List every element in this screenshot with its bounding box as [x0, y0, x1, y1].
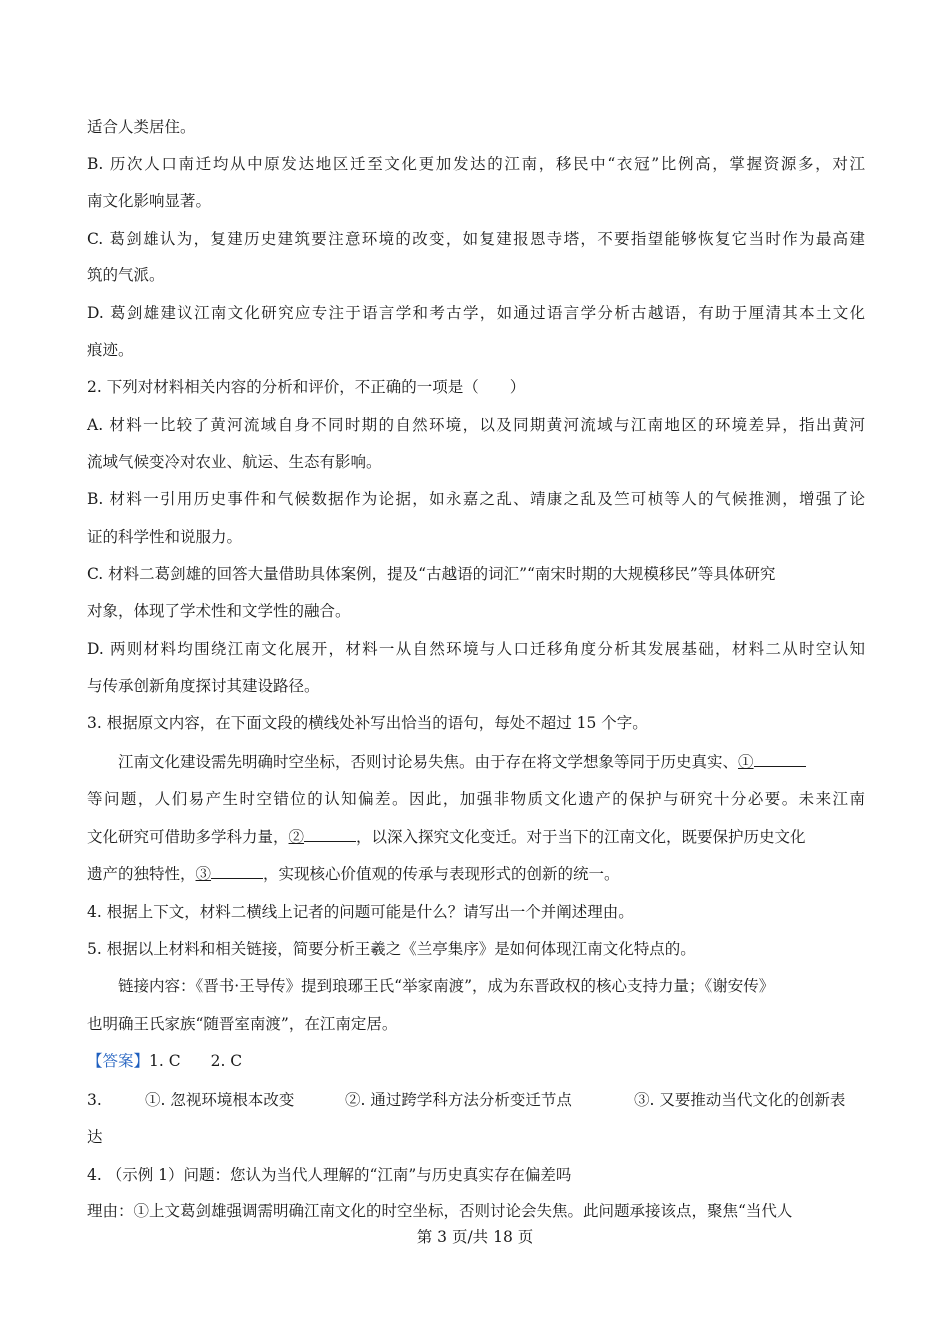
- text-line: 与传承创新角度探讨其建设路径。: [87, 677, 320, 695]
- answer-3-3: ③. 又要推动当代文化的创新表: [634, 1091, 846, 1109]
- option-c: C. 葛剑雄认为，复建历史建筑要注意环境的改变，如复建报恩寺塔，不要指望能够恢复它当时作为最高建: [87, 230, 865, 248]
- answer-tag: 【答案】: [87, 1052, 150, 1070]
- answer-line: [87, 1050, 242, 1072]
- text-line: 痕迹。: [87, 341, 134, 359]
- answer-3-tail: 达: [87, 1128, 103, 1146]
- blank-marker: ②: [288, 828, 305, 846]
- link-content: 也明确王氏家族“随晋室南渡”，在江南定居。: [87, 1015, 398, 1033]
- option-b: B. 材料一引用历史事件和气候数据作为论据，如永嘉之乱、靖康之乱及竺可桢等人的气候推测，增强了论: [87, 490, 865, 508]
- answer-3-num: 3.: [87, 1091, 102, 1109]
- option-b: B. 历次人口南迁均从中原发达地区迁至文化更加发达的江南，移民中“衣冠”比例高，掌握资源多，对江: [87, 155, 865, 173]
- page-footer: 第 3 页/共 18 页: [416, 1228, 534, 1246]
- option-a: A. 材料一比较了黄河流域自身不同时期的自然环境，以及同期黄河流域与江南地区的环境差异，指出黄河: [87, 416, 865, 434]
- fill-paragraph-line: [87, 863, 620, 885]
- question-2: 2. 下列对材料相关内容的分析和评价，不正确的一项是（ ）: [87, 378, 526, 396]
- fill-paragraph-line: [87, 826, 806, 848]
- text-line: 筑的气派。: [87, 266, 165, 284]
- paragraph-text: ，实现核心价值观的传承与表现形式的创新的统一。: [263, 865, 620, 883]
- answer-4: 4. （示例 1）问题：您认为当代人理解的“江南”与历史真实存在偏差吗: [87, 1166, 572, 1184]
- option-d: D. 葛剑雄建议江南文化研究应专注于语言学和考古学，如通过语言学分析古越语，有助于厘清其本土文化: [87, 304, 865, 322]
- blank-line: [211, 863, 263, 879]
- blank-marker: ①: [738, 753, 754, 771]
- question-3: 3. 根据原文内容，在下面文段的横线处补写出恰当的语句，每处不超过 15 个字。: [87, 714, 648, 732]
- answer-3-1: ①. 忽视环境根本改变: [145, 1091, 295, 1109]
- paragraph-text: ，以深入探究文化变迁。对于当下的江南文化，既要保护历史文化: [356, 828, 806, 846]
- answer-4-reason: 理由：①上文葛剑雄强调需明确江南文化的时空坐标，否则讨论会失焦。此问题承接该点，聚焦“当代人: [87, 1202, 793, 1220]
- text-line: 流域气候变冷对农业、航运、生态有影响。: [87, 453, 382, 471]
- question-5: 5. 根据以上材料和相关链接，简要分析王羲之《兰亭集序》是如何体现江南文化特点的。: [87, 940, 696, 958]
- blank-line: [754, 751, 806, 767]
- text-line: 对象，体现了学术性和文学性的融合。: [87, 602, 351, 620]
- text-line: 适合人类居住。: [87, 118, 196, 136]
- option-c: C. 材料二葛剑雄的回答大量借助具体案例，提及“古越语的词汇”“南宋时期的大规模移民”等具体研究: [87, 565, 776, 583]
- answer-2: 2. C: [210, 1052, 243, 1070]
- paragraph-text: 遗产的独特性，: [87, 865, 196, 883]
- blank-marker: ③: [195, 865, 212, 883]
- paragraph-text: 江南文化建设需先明确时空坐标，否则讨论易失焦。由于存在将文学想象等同于历史真实、: [118, 753, 739, 771]
- text-line: 南文化影响显著。: [87, 192, 212, 210]
- question-4: 4. 根据上下文，材料二横线上记者的问题可能是什么？请写出一个并阐述理由。: [87, 903, 634, 921]
- link-content: 链接内容：《晋书·王导传》提到琅琊王氏“举家南渡”，成为东晋政权的核心支持力量；《谢安传》: [118, 977, 775, 995]
- answer-1: 1. C: [149, 1052, 181, 1070]
- fill-paragraph-line: 等问题，人们易产生时空错位的认知偏差。因此，加强非物质文化遗产的保护与研究十分必要。未来江南: [87, 790, 865, 808]
- blank-line: [304, 826, 356, 842]
- answer-3-2: ②. 通过跨学科方法分析变迁节点: [345, 1091, 572, 1109]
- fill-paragraph-line: [118, 751, 806, 773]
- text-line: 证的科学性和说服力。: [87, 528, 243, 546]
- option-d: D. 两则材料均围绕江南文化展开，材料一从自然环境与人口迁移角度分析其发展基础，材料二从时空认知: [87, 640, 865, 658]
- paragraph-text: 文化研究可借助多学科力量，: [87, 828, 289, 846]
